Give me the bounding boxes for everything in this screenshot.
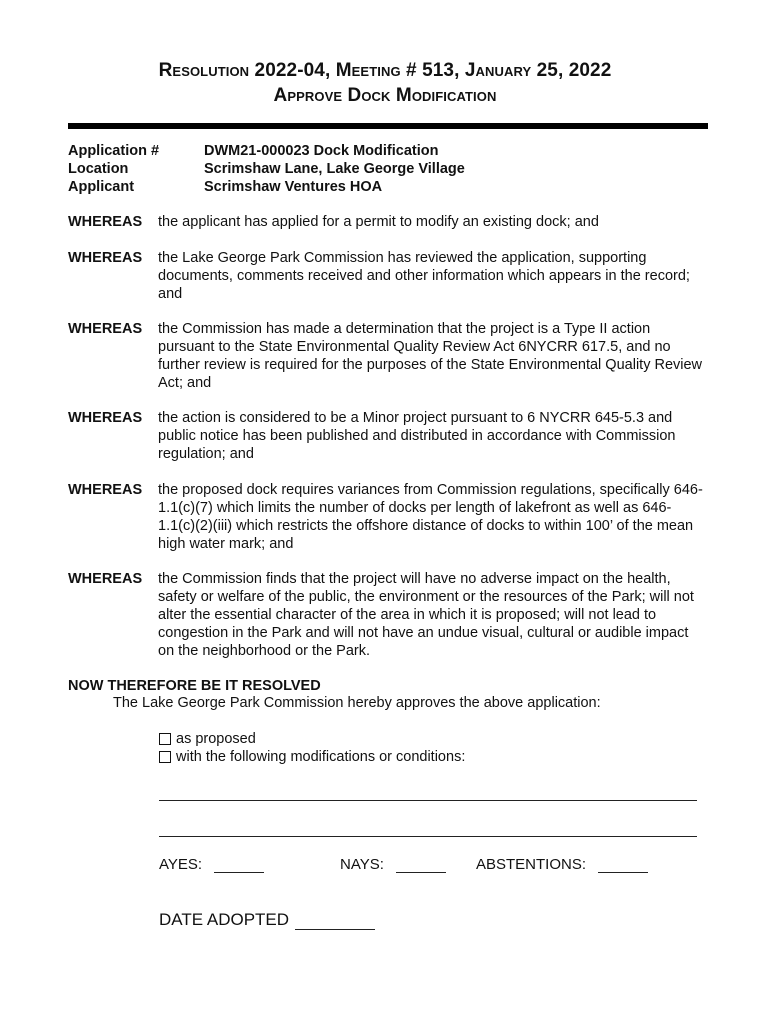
info-row-location [68, 160, 465, 178]
option-label: with the following modifications or conditions: [176, 749, 466, 765]
info-label: Application # [68, 143, 160, 159]
whereas-text: the Commission finds that the project will have no adverse impact on the health, safety or welfare of the public, the environment or the resources of the Park; will not alter the essential character of the area in which it is proposed; will not lead to congestion in the Park and will not have an undue visual, cultural or audible impact on the neighborhood or the Park. [158, 571, 694, 659]
title-divider [68, 123, 708, 129]
whereas-label: WHEREAS [68, 214, 143, 230]
date-adopted-field [159, 910, 375, 930]
whereas-label: WHEREAS [68, 250, 143, 266]
whereas-label: WHEREAS [68, 321, 143, 337]
conditions-line[interactable] [159, 836, 697, 837]
nays-field [340, 856, 446, 873]
info-label: Applicant [68, 179, 135, 195]
abstentions-field [476, 856, 648, 873]
whereas-label: WHEREAS [68, 410, 143, 426]
resolution-title: Resolution 2022-04, Meeting # 513, January 25, 2022 [158, 60, 612, 81]
whereas-text: the Commission has made a determination that the project is a Type II action pursuant to the State Environmental Quality Review Act 6NYCRR 617.5, and no further review is required for the purposes of the State Environmental Quality Review Act; and [158, 321, 703, 391]
application-info [68, 142, 465, 196]
conditions-line[interactable] [159, 800, 697, 801]
option-as-proposed[interactable] [159, 731, 256, 747]
whereas-clause [68, 481, 708, 553]
nays-blank[interactable] [396, 858, 446, 873]
whereas-text: the proposed dock requires variances from Commission regulations, specifically 646-1.1(c)(7) which limits the number of docks per length of lakefront as well as 646-1.1(c)(2)(iii) which restricts the offshore distance of docks to within 100’ of the mean high water mark; and [158, 482, 703, 552]
info-row-application [68, 142, 465, 160]
option-with-conditions[interactable] [159, 749, 465, 765]
whereas-clause [68, 249, 708, 303]
ayes-blank[interactable] [214, 858, 264, 873]
whereas-clause [68, 409, 708, 463]
info-value: Scrimshaw Ventures HOA [204, 179, 383, 195]
ayes-label: AYES: [159, 856, 203, 873]
ayes-field [159, 856, 264, 873]
whereas-clause [68, 320, 708, 392]
whereas-clause [68, 213, 708, 231]
nays-label: NAYS: [340, 856, 384, 873]
whereas-label: WHEREAS [68, 571, 143, 587]
checkbox-icon[interactable] [159, 733, 171, 745]
info-value: Scrimshaw Lane, Lake George Village [204, 161, 465, 177]
approval-statement: The Lake George Park Commission hereby approves the above application: [113, 695, 601, 711]
whereas-text: the action is considered to be a Minor project pursuant to 6 NYCRR 645-5.3 and public notice has been published and distributed in accordance with Commission regulation; and [158, 410, 676, 462]
abstentions-blank[interactable] [598, 858, 648, 873]
resolved-heading: NOW THEREFORE BE IT RESOLVED [68, 678, 321, 694]
date-adopted-blank[interactable] [295, 912, 375, 930]
abstentions-label: ABSTENTIONS: [476, 856, 587, 873]
whereas-clause [68, 570, 708, 660]
resolution-subtitle: Approve Dock Modification [273, 85, 497, 106]
whereas-text: the applicant has applied for a permit to modify an existing dock; and [158, 214, 599, 230]
info-label: Location [68, 161, 129, 177]
whereas-text: the Lake George Park Commission has reviewed the application, supporting documents, comments received and other information which appears in the record; and [158, 250, 690, 302]
info-row-applicant [68, 178, 465, 196]
date-adopted-label: DATE ADOPTED [159, 910, 290, 929]
checkbox-icon[interactable] [159, 751, 171, 763]
whereas-label: WHEREAS [68, 482, 143, 498]
info-value: DWM21-000023 Dock Modification [204, 143, 439, 159]
option-label: as proposed [176, 731, 256, 747]
